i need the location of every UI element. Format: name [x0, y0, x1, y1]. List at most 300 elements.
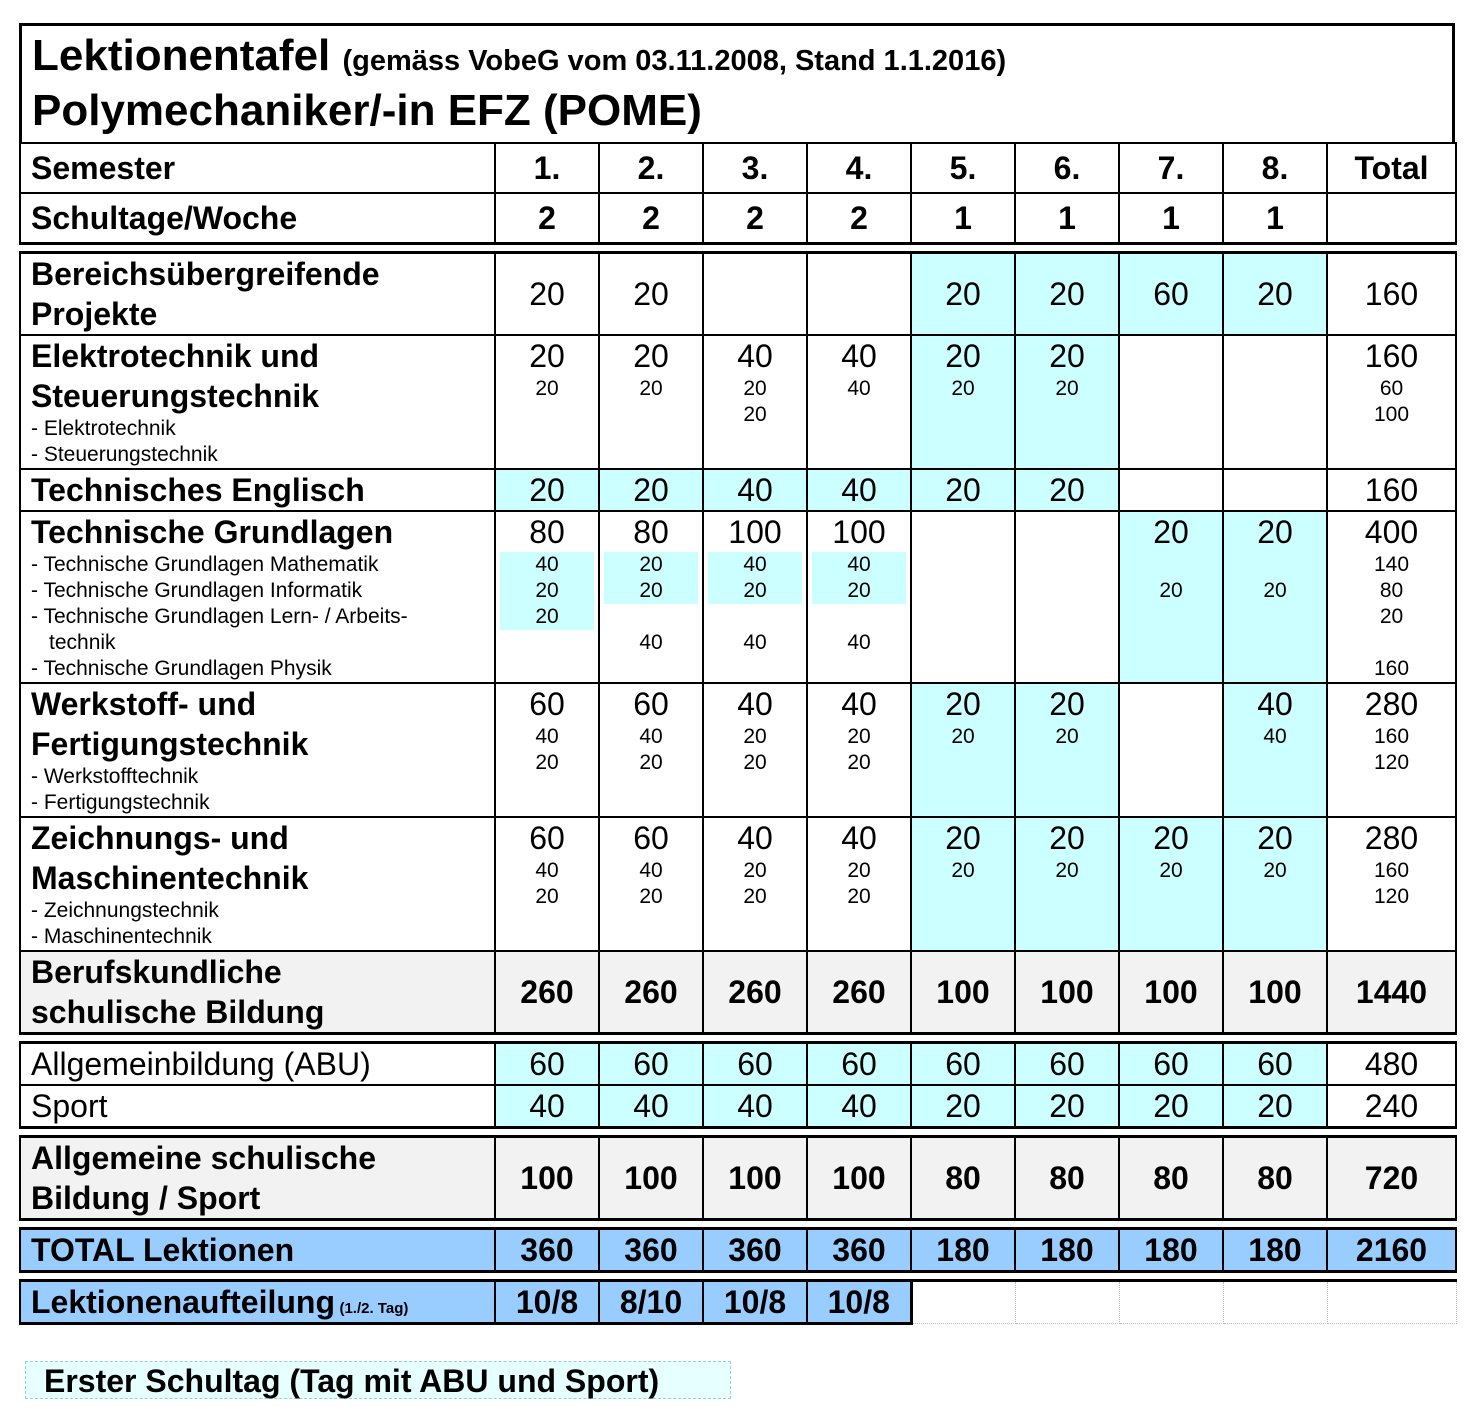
- subject-total: 280: [1364, 820, 1419, 856]
- subsubject-value: 20: [951, 725, 975, 748]
- subject-cell: [1223, 511, 1327, 683]
- row-value: [703, 1229, 807, 1272]
- subsubject-name: - Steuerungstechnik: [31, 443, 218, 466]
- schooldays-value: [599, 193, 703, 244]
- subject-cell: [1223, 469, 1327, 511]
- subject-cell: [911, 335, 1015, 469]
- subject-value: 40: [1257, 686, 1293, 722]
- subsubject-value: 40: [743, 631, 767, 654]
- subject-label: [20, 817, 495, 951]
- semester-number: 7.: [1157, 149, 1185, 186]
- subsubject-value: 20: [639, 885, 663, 908]
- row-value: [1119, 1043, 1223, 1086]
- value-text: 10/8: [723, 1284, 787, 1320]
- semester-number: 2.: [637, 149, 665, 186]
- empty-cell: [911, 1281, 1015, 1324]
- row-value: [495, 1229, 599, 1272]
- semester-header: [703, 143, 807, 193]
- subsubject-value: 20: [1055, 725, 1079, 748]
- row-value: [495, 1137, 599, 1220]
- subject-total-cell: [1327, 683, 1456, 817]
- schooldays-number: 1: [1058, 199, 1076, 236]
- value-text: 8/10: [619, 1284, 683, 1320]
- value-text: 360: [520, 1232, 574, 1268]
- subject-value: 100: [728, 514, 782, 550]
- subject-value: 40: [737, 686, 773, 722]
- subsubject-value: 20: [743, 859, 767, 882]
- subject-value: 20: [633, 276, 669, 312]
- subject-cell: [911, 683, 1015, 817]
- title-main: Lektionentafel: [32, 31, 331, 80]
- sport-row: [20, 1085, 1456, 1128]
- subject-name: Steuerungstechnik: [31, 378, 320, 414]
- row-label: schulische Bildung: [31, 994, 325, 1030]
- value-text: 360: [728, 1232, 782, 1268]
- value-text: 60: [1049, 1046, 1085, 1082]
- subject-label: [20, 683, 495, 817]
- row-value: [703, 1137, 807, 1220]
- subject-value: 20: [633, 472, 669, 508]
- subsubject-value: 20: [639, 751, 663, 774]
- subsubject-name: - Technische Grundlagen Informatik: [31, 579, 363, 602]
- subject-value: 20: [633, 338, 669, 374]
- value-text: 60: [1257, 1046, 1293, 1082]
- table-row: [20, 683, 1456, 817]
- schooldays-value: [1223, 193, 1327, 244]
- subject-value: 80: [529, 514, 565, 550]
- row-label-note: (1./2. Tag): [339, 1300, 409, 1317]
- value-text: 40: [529, 1088, 565, 1124]
- row-value: [1223, 1137, 1327, 1220]
- subject-total-cell: [1327, 817, 1456, 951]
- value-text: 100: [1248, 974, 1302, 1010]
- subject-cell: [599, 817, 703, 951]
- semester-header: [599, 143, 703, 193]
- semester-number: 1.: [533, 149, 561, 186]
- schooldays-number: 1: [954, 199, 972, 236]
- value-text: 60: [1153, 1046, 1189, 1082]
- schooldays-value: [1119, 193, 1223, 244]
- row-value: [1223, 951, 1327, 1034]
- subsubject-value: 20: [743, 885, 767, 908]
- row-value: [1223, 1085, 1327, 1128]
- subject-cell: [703, 469, 807, 511]
- subsubject-value: 20: [743, 579, 767, 602]
- value-text: 100: [520, 1160, 574, 1196]
- subject-name: Maschinentechnik: [31, 860, 309, 896]
- subject-cell: [1015, 683, 1119, 817]
- row-value: [703, 1281, 807, 1324]
- subsubject-value: 20: [1159, 859, 1183, 882]
- separator: [20, 1220, 1456, 1229]
- subsubject-name: - Zeichnungstechnik: [31, 899, 219, 922]
- total-label: Total: [1354, 149, 1429, 186]
- subject-name: Projekte: [31, 296, 158, 332]
- row-label-cell: [20, 1229, 495, 1272]
- schooldays-number: 2: [642, 199, 660, 236]
- row-total: [1327, 1043, 1456, 1086]
- subsubject-name: - Technische Grundlagen Lern- / Arbeits-: [31, 605, 408, 628]
- row-value: [1015, 1229, 1119, 1272]
- subject-cell: [1119, 817, 1223, 951]
- subsubject-name: - Technische Grundlagen Mathematik: [31, 553, 379, 576]
- abu-row: [20, 1043, 1456, 1086]
- subject-label: [20, 253, 495, 336]
- subsubject-value: 20: [951, 859, 975, 882]
- semester-header: [1119, 143, 1223, 193]
- subject-cell: [599, 683, 703, 817]
- subject-cell: [911, 817, 1015, 951]
- subject-cell: [599, 511, 703, 683]
- separator: [20, 244, 1456, 253]
- subject-value: 20: [1257, 514, 1293, 550]
- row-value: [1223, 1043, 1327, 1086]
- subject-cell: [599, 469, 703, 511]
- table-row: [20, 335, 1456, 469]
- subsubject-total: 120: [1373, 751, 1410, 774]
- row-label: Sport: [31, 1088, 108, 1124]
- total-text: 2160: [1355, 1232, 1428, 1268]
- allgemein-row: [20, 1137, 1456, 1220]
- row-value: [1119, 951, 1223, 1034]
- subsubject-value: 20: [847, 579, 871, 602]
- row-value: [495, 951, 599, 1034]
- subject-name: Technisches Englisch: [31, 472, 365, 508]
- subsubject-value: 40: [847, 631, 871, 654]
- subsubject-value: 20: [535, 885, 559, 908]
- subject-value: 60: [633, 820, 669, 856]
- subject-total: 160: [1364, 472, 1419, 508]
- subject-value: 60: [1153, 276, 1189, 312]
- subject-cell: [807, 683, 911, 817]
- value-text: 180: [1144, 1232, 1198, 1268]
- row-value: [807, 951, 911, 1034]
- value-text: 80: [1257, 1160, 1293, 1196]
- value-text: 40: [633, 1088, 669, 1124]
- subject-cell: [703, 335, 807, 469]
- value-text: 260: [832, 974, 886, 1010]
- total-text: 720: [1364, 1160, 1419, 1196]
- value-text: 180: [1040, 1232, 1094, 1268]
- value-text: 60: [529, 1046, 565, 1082]
- value-text: 80: [1049, 1160, 1085, 1196]
- value-text: 100: [832, 1160, 886, 1196]
- subject-cell: [1223, 335, 1327, 469]
- value-text: 60: [633, 1046, 669, 1082]
- subsubject-value: 40: [1263, 725, 1287, 748]
- row-label: Bildung / Sport: [31, 1180, 261, 1216]
- schooldays-value: [1015, 193, 1119, 244]
- value-text: 60: [737, 1046, 773, 1082]
- subject-cell: [807, 511, 911, 683]
- empty-cell: [1015, 1281, 1119, 1324]
- subject-cell: [703, 511, 807, 683]
- subject-cell: [1015, 817, 1119, 951]
- row-total: [1327, 951, 1456, 1034]
- value-text: 100: [936, 974, 990, 1010]
- row-label: Berufskundliche: [31, 954, 282, 990]
- subject-value: 20: [1049, 472, 1085, 508]
- value-text: 180: [1248, 1232, 1302, 1268]
- value-text: 60: [841, 1046, 877, 1082]
- subsubject-total: 160: [1373, 859, 1410, 882]
- subject-total: 160: [1364, 276, 1419, 312]
- subject-cell: [807, 817, 911, 951]
- separator: [20, 1034, 1456, 1043]
- row-value: [495, 1085, 599, 1128]
- subject-cell: [911, 511, 1015, 683]
- subject-total-cell: [1327, 511, 1456, 683]
- subject-cell: [807, 335, 911, 469]
- row-value: [807, 1085, 911, 1128]
- value-text: 80: [1153, 1160, 1189, 1196]
- empty-cell: [1223, 1281, 1327, 1324]
- subject-value: 80: [633, 514, 669, 550]
- subject-label: [20, 511, 495, 683]
- subsubject-value: 20: [535, 377, 559, 400]
- subject-value: 20: [1049, 338, 1085, 374]
- row-value: [599, 1137, 703, 1220]
- subject-value: 20: [945, 820, 981, 856]
- aufteilung-row: [20, 1281, 1456, 1324]
- subsubject-value: 20: [1263, 859, 1287, 882]
- value-text: 260: [520, 974, 574, 1010]
- subject-cell: [1119, 511, 1223, 683]
- row-total: [1327, 1085, 1456, 1128]
- subsubject-value: 20: [847, 725, 871, 748]
- subject-value: 60: [529, 820, 565, 856]
- row-total: [1327, 1137, 1456, 1220]
- row-value: [911, 1137, 1015, 1220]
- subject-value: 40: [737, 338, 773, 374]
- subject-value: 20: [1153, 820, 1189, 856]
- subject-label: [20, 469, 495, 511]
- subsubject-total: 60: [1379, 377, 1404, 400]
- subject-value: 40: [841, 472, 877, 508]
- subject-cell: [703, 683, 807, 817]
- value-text: 60: [945, 1046, 981, 1082]
- schooldays-number: 2: [538, 199, 556, 236]
- subsubject-total: 80: [1379, 579, 1404, 602]
- schooldays-number: 2: [850, 199, 868, 236]
- schooldays-value: [807, 193, 911, 244]
- value-text: 40: [841, 1088, 877, 1124]
- subsubject-value: 20: [743, 751, 767, 774]
- row-label: Lektionenaufteilung: [31, 1284, 335, 1320]
- subsubject-value: 40: [535, 553, 559, 576]
- value-text: 10/8: [515, 1284, 579, 1320]
- row-value: [495, 1281, 599, 1324]
- subsubject-value: 20: [1159, 579, 1183, 602]
- row-value: [1015, 1043, 1119, 1086]
- subject-total-cell: [1327, 335, 1456, 469]
- semester-number: 4.: [845, 149, 873, 186]
- semester-header: [807, 143, 911, 193]
- row-value: [911, 1085, 1015, 1128]
- subject-value: 40: [737, 820, 773, 856]
- subsubject-name: - Werkstofftechnik: [31, 765, 199, 788]
- subject-name: Werkstoff- und: [31, 686, 257, 722]
- schooldays-total: [1327, 193, 1456, 244]
- row-value: [807, 1043, 911, 1086]
- row-total: [1327, 1229, 1456, 1272]
- subject-cell: [1223, 817, 1327, 951]
- subject-value: 40: [841, 338, 877, 374]
- empty-cell: [1327, 1281, 1456, 1324]
- schooldays-label-text: Schultage/Woche: [31, 199, 298, 236]
- value-text: 260: [728, 974, 782, 1010]
- subject-cell: [1223, 253, 1327, 336]
- lesson-table: [19, 142, 1457, 1325]
- semester-number: 8.: [1261, 149, 1289, 186]
- subsubject-value: 20: [743, 377, 767, 400]
- row-value: [703, 951, 807, 1034]
- subsubject-value: 40: [639, 631, 663, 654]
- row-value: [1119, 1137, 1223, 1220]
- subject-value: 20: [1049, 686, 1085, 722]
- subject-cell: [1223, 683, 1327, 817]
- subsubject-value: 20: [535, 579, 559, 602]
- subject-cell: [1015, 469, 1119, 511]
- berufskundlich-row: [20, 951, 1456, 1034]
- subsubject-value: 40: [639, 725, 663, 748]
- subject-cell: [495, 253, 599, 336]
- subject-value: 40: [841, 686, 877, 722]
- row-value: [599, 1229, 703, 1272]
- value-text: 100: [1144, 974, 1198, 1010]
- total-header: [1327, 143, 1456, 193]
- semester-header: [1223, 143, 1327, 193]
- value-text: 260: [624, 974, 678, 1010]
- row-value: [1119, 1085, 1223, 1128]
- row-value: [807, 1281, 911, 1324]
- semester-number: 3.: [741, 149, 769, 186]
- subsubject-value: 40: [535, 859, 559, 882]
- subject-value: 20: [1257, 276, 1293, 312]
- value-text: 20: [1049, 1088, 1085, 1124]
- semester-header: [495, 143, 599, 193]
- subsubject-value: 20: [639, 377, 663, 400]
- subject-cell: [599, 253, 703, 336]
- subsubject-value: 40: [847, 553, 871, 576]
- subject-value: 20: [1049, 820, 1085, 856]
- table-row: [20, 511, 1456, 683]
- subject-value: 100: [832, 514, 886, 550]
- row-value: [599, 1281, 703, 1324]
- semester-label-text: Semester: [31, 149, 176, 186]
- subject-value: 20: [529, 338, 565, 374]
- value-text: 20: [945, 1088, 981, 1124]
- row-value: [703, 1085, 807, 1128]
- subsubject-value: 20: [1263, 579, 1287, 602]
- subsubject-value: 40: [743, 553, 767, 576]
- row-value: [703, 1043, 807, 1086]
- schooldays-number: 2: [746, 199, 764, 236]
- subject-name: Bereichsübergreifende: [31, 256, 380, 292]
- subsubject-total: 160: [1373, 657, 1410, 680]
- subsubject-total: 100: [1373, 403, 1410, 426]
- value-text: 100: [624, 1160, 678, 1196]
- subsubject-name: - Fertigungstechnik: [31, 791, 210, 814]
- subject-total: 400: [1364, 514, 1419, 550]
- row-value: [599, 951, 703, 1034]
- subsubject-value: 20: [535, 605, 559, 628]
- subsubject-value: 20: [847, 859, 871, 882]
- subject-value: 20: [945, 276, 981, 312]
- total-row: [20, 1229, 1456, 1272]
- subject-cell: [1119, 469, 1223, 511]
- subsubject-total: 20: [1379, 605, 1404, 628]
- legend-first-schoolday: Erster Schultag (Tag mit ABU und Sport): [25, 1361, 731, 1399]
- empty-cell: [1119, 1281, 1223, 1324]
- total-text: 480: [1364, 1046, 1419, 1082]
- subject-cell: [703, 253, 807, 336]
- subject-value: 20: [945, 686, 981, 722]
- row-value: [1223, 1229, 1327, 1272]
- table-row: [20, 817, 1456, 951]
- subject-cell: [807, 469, 911, 511]
- title-subtitle: (gemäss VobeG vom 03.11.2008, Stand 1.1.2016): [342, 45, 1007, 77]
- subject-cell: [911, 469, 1015, 511]
- subject-cell: [1119, 335, 1223, 469]
- subject-cell: [703, 817, 807, 951]
- profession-title: Polymechaniker/-in EFZ (POME): [32, 86, 702, 135]
- value-text: 100: [1040, 974, 1094, 1010]
- row-value: [599, 1043, 703, 1086]
- subject-cell: [599, 335, 703, 469]
- subsubject-name: technik: [49, 631, 116, 654]
- subject-value: 60: [633, 686, 669, 722]
- semester-number: 5.: [949, 149, 977, 186]
- subsubject-value: 20: [639, 553, 663, 576]
- subsubject-name: - Maschinentechnik: [31, 925, 212, 948]
- row-value: [807, 1137, 911, 1220]
- row-label: TOTAL Lektionen: [31, 1232, 295, 1268]
- subject-cell: [495, 469, 599, 511]
- subject-cell: [495, 335, 599, 469]
- row-value: [495, 1043, 599, 1086]
- subsubject-total: 140: [1373, 553, 1410, 576]
- subsubject-value: 20: [639, 579, 663, 602]
- table-row: [20, 253, 1456, 336]
- subject-label: [20, 335, 495, 469]
- row-value: [911, 951, 1015, 1034]
- subsubject-value: 40: [639, 859, 663, 882]
- semester-header: [911, 143, 1015, 193]
- total-text: 1440: [1355, 974, 1428, 1010]
- subsubject-name: - Elektrotechnik: [31, 417, 176, 440]
- schooldays-value: [495, 193, 599, 244]
- row-value: [1015, 1085, 1119, 1128]
- subject-value: 20: [945, 472, 981, 508]
- subsubject-value: 20: [847, 885, 871, 908]
- row-label-cell: [20, 1085, 495, 1128]
- subsubject-value: 40: [535, 725, 559, 748]
- subsubject-total: 120: [1373, 885, 1410, 908]
- subject-cell: [1015, 511, 1119, 683]
- subject-total-cell: [1327, 253, 1456, 336]
- semester-header: [1015, 143, 1119, 193]
- subsubject-total: 160: [1373, 725, 1410, 748]
- subsubject-value: 20: [1055, 377, 1079, 400]
- row-value: [911, 1043, 1015, 1086]
- value-text: 360: [624, 1232, 678, 1268]
- subject-value: 20: [1257, 820, 1293, 856]
- subject-cell: [1119, 253, 1223, 336]
- subject-value: 60: [529, 686, 565, 722]
- separator: [20, 1272, 1456, 1281]
- subject-value: 20: [1049, 276, 1085, 312]
